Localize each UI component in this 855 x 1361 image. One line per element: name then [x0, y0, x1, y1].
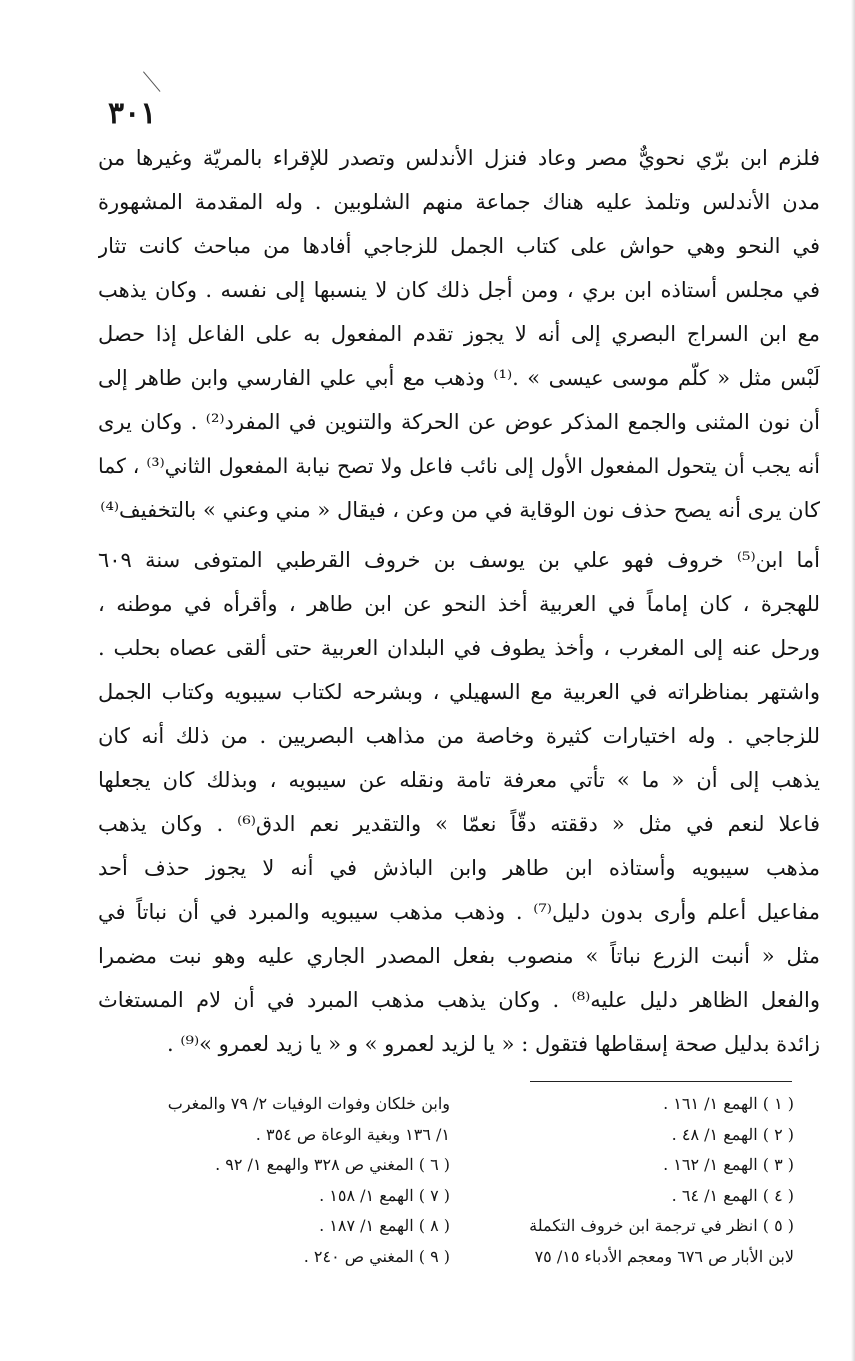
paragraph-ibn-kharuf [98, 538, 820, 1066]
footnote: ( ٤ ) الهمع ١/ ٦٤ . [671, 1185, 794, 1205]
text-line: مفاعيل أعلم وأرى بدون دليل⁽⁷⁾ . وذهب مذهب سيبويه والمبرد في أن نباتاً في [98, 900, 820, 924]
scan-mark [143, 56, 179, 92]
footnote: ( ٢ ) الهمع ١/ ٤٨ . [671, 1124, 794, 1144]
footnote: ( ٨ ) الهمع ١/ ١٨٧ . [319, 1216, 450, 1235]
text-line: فاعلا لنعم في مثل « دققته دقّاً نعمّا » والتقدير نعم الدق⁽⁶⁾ . وكان يذهب [98, 812, 820, 836]
footnote: ( ٦ ) المغني ص ٣٢٨ والهمع ١/ ٩٢ . [215, 1155, 450, 1174]
text-line: مذهب سيبويه وأستاذه ابن طاهر وابن الباذش في أنه لا يجوز حذف أحد [98, 856, 820, 880]
text-line: كان يرى أنه يصح حذف نون الوقاية في من وعن ، فيقال « مني وعني » بالتخفيف⁽⁴⁾ [100, 498, 820, 522]
text-line: في النحو وهي حواش على كتاب الجمل للزجاجي أفادها من مباحث كانت تثار [98, 234, 820, 258]
text-line: للهجرة ، كان إماماً في العربية أخذ النحو عن ابن طاهر ، وأقرأه في موطنه ، [98, 592, 820, 616]
text-line: لَبْس مثل « كلّم موسى عيسى » .⁽¹⁾ وذهب مع أبي علي الفارسي وابن طاهر إلى [98, 366, 820, 390]
text-line: مدن الأندلس وتلمذ عليه هناك جماعة منهم الشلوبين . وله المقدمة المشهورة [98, 190, 820, 214]
footnotes-right-column [462, 1089, 794, 1272]
footnote: ( ١ ) الهمع ١/ ١٦١ . [663, 1094, 794, 1113]
text-line: أنه يجب أن يتحول المفعول الأول إلى نائب فاعل ولا تصح نيابة المفعول الثاني⁽³⁾ ، كما [98, 454, 820, 478]
paragraph-ibn-barri [98, 136, 820, 532]
footnote-divider [530, 1081, 792, 1082]
page-edge-shadow [851, 0, 855, 1361]
footnotes-left-column [110, 1089, 450, 1272]
footnote: لابن الأبار ص ٦٧٦ ومعجم الأدباء ١٥/ ٧٥ [534, 1246, 794, 1266]
footnote: ( ٧ ) الهمع ١/ ١٥٨ . [319, 1185, 450, 1205]
footnote: وابن خلكان وفوات الوفيات ٢/ ٧٩ والمغرب [167, 1094, 450, 1113]
text-line: ورحل عنه إلى المغرب ، وأخذ يطوف في البلدان العربية حتى ألقى عصاه بحلب . [98, 636, 820, 660]
footnote: ١/ ١٣٦ وبغية الوعاة ص ٣٥٤ . [255, 1124, 450, 1144]
text-line: فلزم ابن برّي نحويٌّ مصر وعاد فنزل الأندلس وتصدر للإقراء بالمريّة وغيرها من [98, 146, 820, 170]
text-line: زائدة بدليل صحة إسقاطها فتقول : « يا لزيد لعمرو » و « يا زيد لعمرو »⁽⁹⁾ . [167, 1032, 820, 1056]
text-line: والفعل الظاهر دليل عليه⁽⁸⁾ . وكان يذهب مذهب المبرد في أن لام المستغاث [98, 988, 820, 1012]
footnote: ( ٥ ) انظر في ترجمة ابن خروف التكملة [529, 1216, 794, 1235]
text-line: يذهب إلى أن « ما » تأتي معرفة تامة ونقله عن سيبويه ، وبذلك كان يجعلها [98, 768, 820, 792]
footnote: ( ٩ ) المغني ص ٢٤٠ . [303, 1246, 450, 1266]
text-line: للزجاجي . وله اختيارات كثيرة وخاصة من مذاهب البصريين . من ذلك أنه كان [98, 724, 820, 748]
text-line: أن نون المثنى والجمع المذكر عوض عن الحركة والتنوين في المفرد⁽²⁾ . وكان يرى [98, 410, 820, 434]
text-line: أما ابن⁽⁵⁾ خروف فهو علي بن يوسف بن خروف القرطبي المتوفى سنة ٦٠٩ [98, 548, 820, 572]
text-line: مع ابن السراج البصري إلى أنه لا يجوز تقدم المفعول به على الفاعل إذا حصل [98, 322, 820, 346]
text-line: واشتهر بمناظراته في العربية مع السهيلي ، وبشرحه لكتاب سيبويه وكتاب الجمل [98, 680, 820, 704]
text-line: في مجلس أستاذه ابن بري ، ومن أجل ذلك كان لا ينسبها إلى نفسه . وكان يذهب [98, 278, 820, 302]
footnote: ( ٣ ) الهمع ١/ ١٦٢ . [663, 1155, 794, 1174]
page-number: ٣٠١ [108, 96, 157, 131]
text-line: مثل « أنبت الزرع نباتاً » منصوب بفعل المصدر الجاري عليه وهو نبت مضمرا [98, 944, 820, 968]
